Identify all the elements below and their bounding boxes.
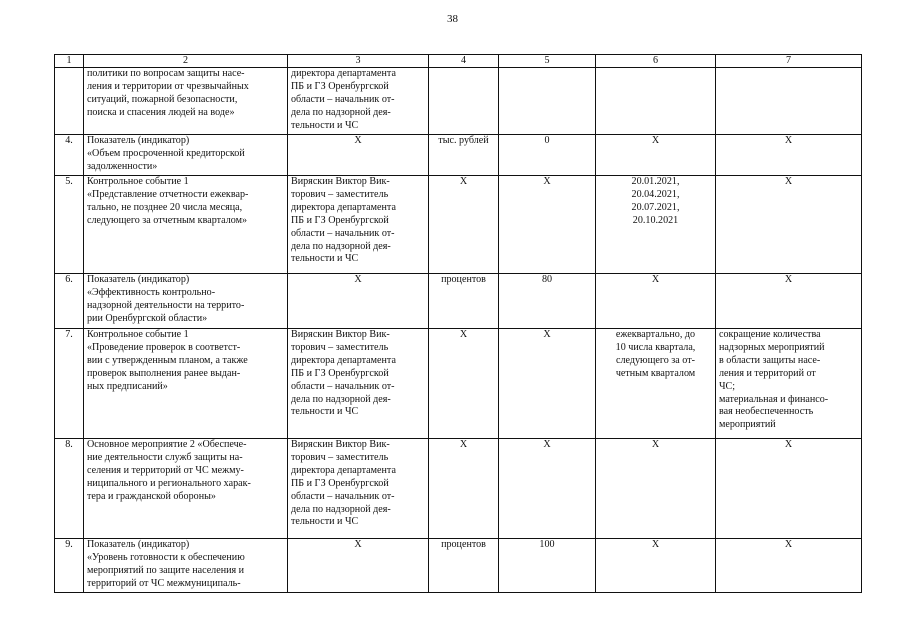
row-number: 4. — [55, 135, 84, 176]
activities-table — [54, 54, 862, 593]
column-number-4: 4 — [429, 55, 499, 68]
row-number: 5. — [55, 176, 84, 274]
row-unit: процентов — [429, 539, 499, 593]
row-value: 0 — [499, 135, 596, 176]
row-responsible: Виряскин Виктор Вик- торович – заместитель директора департамента ПБ и ГЗ Оренбургской области – начальник от- дела по надзорной дея- тельности и ЧС — [288, 439, 429, 539]
row-value: 100 — [499, 539, 596, 593]
row-responsible: Х — [288, 274, 429, 329]
column-number-3: 3 — [288, 55, 429, 68]
row-unit: тыс. рублей — [429, 135, 499, 176]
column-number-5: 5 — [499, 55, 596, 68]
page-number: 38 — [447, 13, 458, 25]
row-responsible: Х — [288, 539, 429, 593]
row-result: Х — [716, 274, 862, 329]
row-responsible: Виряскин Виктор Вик- торович – заместитель директора департамента ПБ и ГЗ Оренбургской области – начальник от- дела по надзорной дея- тельности и ЧС — [288, 176, 429, 274]
row-value: Х — [499, 176, 596, 274]
row-name: Показатель (индикатор) «Эффективность контрольно- надзорной деятельности на террито- рии Оренбургской области» — [84, 274, 288, 329]
column-number-row — [55, 55, 862, 68]
row-name: Основное мероприятие 2 «Обеспече- ние деятельности служб защиты на- селения и территорий от ЧС межму- ниципального и регионального харак- тера и гражданской обороны» — [84, 439, 288, 539]
column-number-1: 1 — [55, 55, 84, 68]
row-deadline: ежеквартально, до 10 числа квартала, следующего за от- четным кварталом — [596, 329, 716, 439]
table-row-7 — [55, 329, 862, 439]
row-deadline: 20.01.2021, 20.04.2021, 20.07.2021, 20.10.2021 — [596, 176, 716, 274]
column-number-7: 7 — [716, 55, 862, 68]
row-deadline: Х — [596, 274, 716, 329]
row-deadline: Х — [596, 135, 716, 176]
row-unit: Х — [429, 176, 499, 274]
table-row-4 — [55, 135, 862, 176]
row-result — [716, 68, 862, 135]
row-number: 6. — [55, 274, 84, 329]
table-row-6 — [55, 274, 862, 329]
table-row-5 — [55, 176, 862, 274]
row-unit — [429, 68, 499, 135]
row-unit: Х — [429, 439, 499, 539]
row-number — [55, 68, 84, 135]
column-number-2: 2 — [84, 55, 288, 68]
row-value: 80 — [499, 274, 596, 329]
row-result: Х — [716, 135, 862, 176]
row-value: Х — [499, 439, 596, 539]
row-unit: процентов — [429, 274, 499, 329]
row-name: политики по вопросам защиты насе- ления и территории от чрезвычайных ситуаций, пожарной безопасности, поиска и спасения людей на воде» — [84, 68, 288, 135]
row-result: Х — [716, 176, 862, 274]
table-row-9 — [55, 539, 862, 593]
row-number: 8. — [55, 439, 84, 539]
column-number-6: 6 — [596, 55, 716, 68]
row-unit: Х — [429, 329, 499, 439]
row-deadline — [596, 68, 716, 135]
row-number: 9. — [55, 539, 84, 593]
row-number: 7. — [55, 329, 84, 439]
row-responsible: Х — [288, 135, 429, 176]
row-deadline: Х — [596, 539, 716, 593]
row-deadline: Х — [596, 439, 716, 539]
row-result: Х — [716, 439, 862, 539]
table-row-8 — [55, 439, 862, 539]
row-name: Показатель (индикатор) «Уровень готовности к обеспечению мероприятий по защите населения и территорий от ЧС межмуниципаль- — [84, 539, 288, 593]
row-responsible: Виряскин Виктор Вик- торович – заместитель директора департамента ПБ и ГЗ Оренбургской области – начальник от- дела по надзорной дея- тельности и ЧС — [288, 329, 429, 439]
row-value — [499, 68, 596, 135]
row-value: Х — [499, 329, 596, 439]
table-row-continuation — [55, 68, 862, 135]
row-name: Контрольное событие 1 «Проведение проверок в соответст- вии с утвержденным планом, а также проверок выполнения ранее выдан- ных предписаний» — [84, 329, 288, 439]
row-result: сокращение количества надзорных мероприятий в области защиты насе- ления и территорий от ЧС; материальная и финансо- вая необеспеченность мероприятий — [716, 329, 862, 439]
row-result: Х — [716, 539, 862, 593]
row-responsible: директора департамента ПБ и ГЗ Оренбургской области – начальник от- дела по надзорной дея- тельности и ЧС — [288, 68, 429, 135]
row-name: Контрольное событие 1 «Представление отчетности ежеквар- тально, не позднее 20 числа месяца, следующего за отчетным кварталом» — [84, 176, 288, 274]
row-name: Показатель (индикатор) «Объем просроченной кредиторской задолженности» — [84, 135, 288, 176]
